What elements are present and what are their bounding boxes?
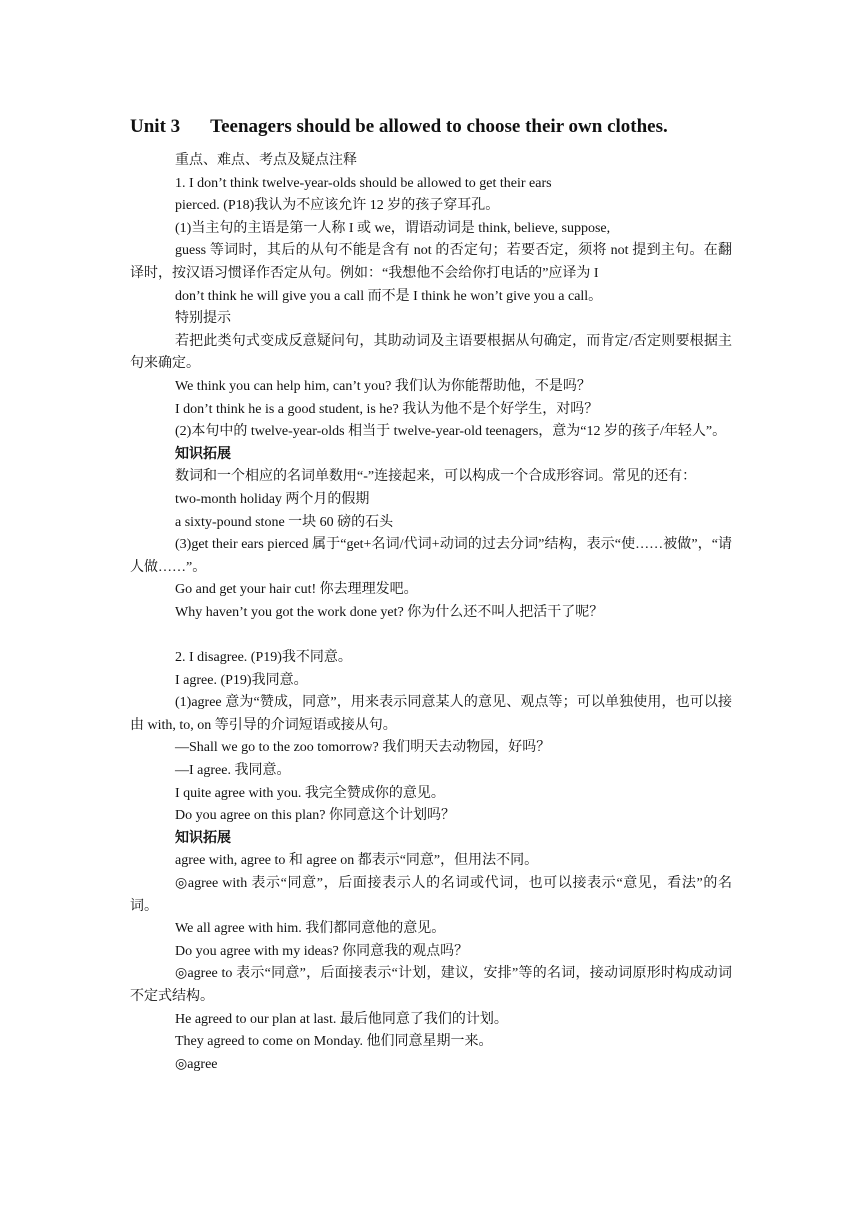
note-3: (3)get their ears pierced 属于“get+名词/代词+动词的过去分词”结构，表示“使……被做”，“请人做……”。	[130, 537, 732, 575]
example-line: I quite agree with you. 我完全赞成你的意见。	[175, 785, 445, 801]
point-1-sentence: 1. I don’t think twelve-year-olds should be allowed to get their ears	[175, 175, 552, 191]
example-line: We all agree with him. 我们都同意他的意见。	[175, 921, 446, 937]
example-line: He agreed to our plan at last. 最后他同意了我们的计划。	[175, 1011, 508, 1027]
note-1-line-a: (1)当主句的主语是第一人称 I 或 we，谓语动词是 think, believe, suppose,	[175, 220, 611, 236]
agree-note: (1)agree 意为“赞成，同意”，用来表示同意某人的意见、观点等；可以单独使用，也可以接由 with, to, on 等引导的介词短语或接从句。	[130, 695, 732, 733]
example-line: a sixty-pound stone 一块 60 磅的石头	[175, 514, 394, 530]
example-line: —Shall we go to the zoo tomorrow? 我们明天去动物园，好吗？	[175, 740, 551, 756]
extension-text: agree with, agree to 和 agree on 都表示“同意”，但用法不同。	[175, 853, 539, 869]
example-line: Do you agree with my ideas? 你同意我的观点吗？	[175, 943, 469, 959]
unit-title: Teenagers should be allowed to choose their own clothes.	[210, 116, 668, 137]
agree-to-note: ◎agree to 表示“同意”，后面接表示“计划，建议，安排”等的名词，接动词原形时构成动词不定式结构。	[130, 966, 732, 1004]
point-2-sentence: 2. I disagree. (P19)我不同意。	[175, 650, 352, 666]
note-1-line-b: guess 等词时，其后的从句不能是含有 not 的否定句；若要否定，须将 not 提到主句。在翻译时，按汉语习惯译作否定从句。例如：“我想他不会给你打电话的”应译为 I	[130, 243, 732, 281]
agree-with-note: ◎agree with 表示“同意”，后面接表示人的名词或代词，也可以接表示“意见，看法”的名词。	[130, 876, 732, 914]
tip-text: 若把此类句式变成反意疑问句，其助动词及主语要根据从句确定，而肯定/否定则要根据主句来确定。	[130, 333, 732, 372]
example-line: I don’t think he is a good student, is he? 我认为他不是个好学生，对吗？	[175, 401, 599, 417]
document-body	[130, 150, 732, 1076]
example-line: —I agree. 我同意。	[175, 763, 291, 779]
note-2: (2)本句中的 twelve-year-olds 相当于 twelve-year-old teenagers，意为“12 岁的孩子/年轻人”。	[175, 424, 727, 440]
spacer	[130, 624, 732, 647]
example-line: They agreed to come on Monday. 他们同意星期一来。	[175, 1034, 493, 1050]
example-line: Go and get your hair cut! 你去理理发吧。	[175, 582, 418, 598]
example-line: Why haven’t you got the work done yet? 你为什么还不叫人把活干了呢？	[175, 604, 604, 620]
example-line: two-month holiday 两个月的假期	[175, 491, 370, 507]
point-2-sentence-b: I agree. (P19)我同意。	[175, 672, 308, 688]
extension-label: 知识拓展	[175, 830, 231, 846]
point-1-translation: pierced. (P18)我认为不应该允许 12 岁的孩子穿耳孔。	[175, 198, 500, 214]
example-line: Do you agree on this plan? 你同意这个计划吗？	[175, 808, 455, 824]
extension-label: 知识拓展	[175, 446, 231, 462]
section-heading: 重点、难点、考点及疑点注释	[175, 153, 357, 168]
example-line: We think you can help him, can’t you? 我们认为你能帮助他，不是吗？	[175, 378, 591, 394]
extension-text: 数词和一个相应的名词单数用“-”连接起来，可以构成一个合成形容词。常见的还有：	[175, 469, 697, 485]
page-title	[130, 116, 668, 138]
tip-label: 特别提示	[175, 311, 231, 327]
unit-label: Unit 3	[130, 116, 181, 137]
agree-on-note: ◎agree	[175, 1056, 218, 1072]
note-1-line-c: don’t think he will give you a call 而不是 I think he won’t give you a call。	[175, 288, 603, 304]
